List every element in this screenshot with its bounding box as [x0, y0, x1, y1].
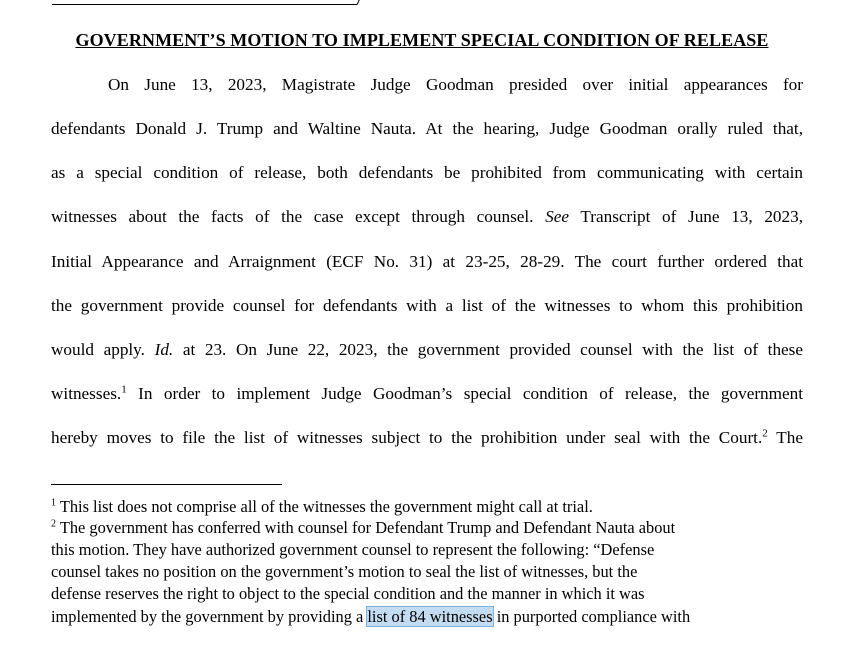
document-heading: GOVERNMENT’S MOTION TO IMPLEMENT SPECIAL CONDITION OF RELEASE [75, 30, 769, 50]
footnote-1: $^1$ This list does not comprise all of the witnesses the government might call at trial. [51, 497, 593, 516]
signature-line [52, 4, 357, 5]
body-line: the government provide counsel for defendants with a list of the witnesses to whom this prohibition [51, 296, 803, 315]
body-line: On June 13, 2023, Magistrate Judge Goodman presided over initial appearances for [108, 75, 803, 94]
footnote-mark: 1 [51, 497, 56, 509]
citation-signal: See [545, 207, 569, 226]
body-line: witnesses.$^1$ In order to implement Judge Goodman’s special condition of release, the government [51, 383, 804, 403]
footnote-line: counsel takes no position on the government’s motion to seal the list of witnesses, but the [51, 562, 638, 581]
body-line: would apply. Id. at 23. On June 22, 2023, the government provided counsel with the list of these [51, 340, 804, 359]
footnote-ref-1[interactable]: 1 [121, 383, 127, 396]
footnote-mark: 2 [51, 518, 56, 530]
body-line: defendants Donald J. Trump and Waltine Nauta. At the hearing, Judge Goodman orally ruled that, [51, 119, 803, 138]
footnote-line: defense reserves the right to object to the special condition and the manner in which it was [51, 584, 645, 603]
footnote-line: this motion. They have authorized government counsel to represent the following: “Defense [51, 540, 655, 559]
footnote-ref-2[interactable]: 2 [762, 427, 768, 440]
body-line: as a special condition of release, both defendants be prohibited from communicating with certain [51, 163, 803, 182]
body-line: witnesses about the facts of the case except through counsel. See Transcript of June 13, 2023, [51, 207, 804, 226]
body-line: hereby moves to file the list of witnesses subject to the prohibition under seal with the Court.$^2$ The [51, 427, 803, 447]
body-line: Initial Appearance and Arraignment (ECF No. 31) at 23-25, 28-29. The court further ordered that [51, 252, 803, 271]
footnote-separator [51, 484, 282, 485]
citation-id: Id. [154, 340, 174, 359]
footnote-2: $^2$ The government has conferred with counsel for Defendant Trump and Defendant Nauta about [51, 518, 676, 537]
selected-text-highlight[interactable]: list of 84 witnesses [367, 607, 493, 626]
footnote-line: implemented by the government by providing a list of 84 witnesses in purported compliance with [51, 607, 691, 626]
